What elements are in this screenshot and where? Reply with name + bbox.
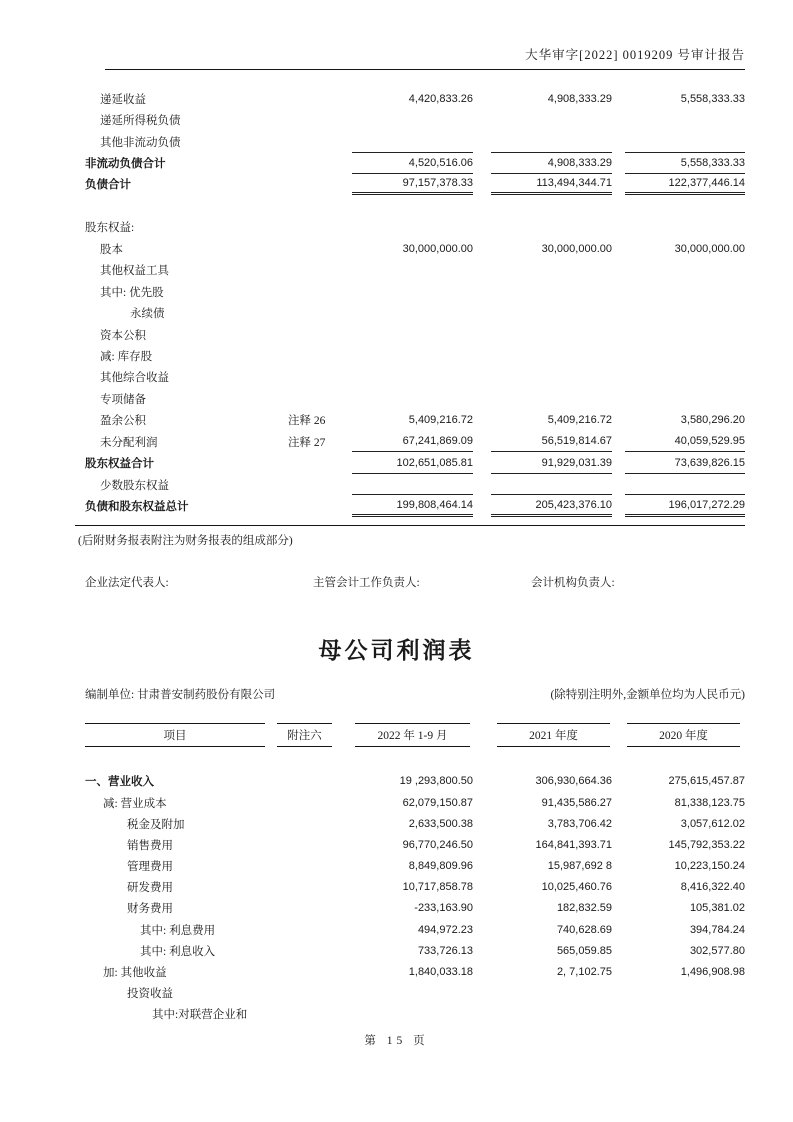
row-value: 5,409,216.72 xyxy=(547,414,612,427)
table-row xyxy=(85,898,793,919)
row-value: 2, 7,102.75 xyxy=(556,966,612,979)
row-value: 5,558,333.33 xyxy=(680,92,745,105)
row-label: 管理费用 xyxy=(127,861,173,874)
row-label: 其中: 利息费用 xyxy=(140,924,216,937)
table-row xyxy=(85,474,793,495)
row-value: 96,770,246.50 xyxy=(402,838,473,851)
table-row xyxy=(85,388,793,409)
table-row xyxy=(85,174,793,195)
row-value: 73,639,826.15 xyxy=(625,452,745,473)
table-row xyxy=(85,961,793,982)
table-row xyxy=(85,131,793,152)
column-header: 项目 xyxy=(85,723,265,747)
section-divider xyxy=(75,525,745,526)
row-value: 740,628.69 xyxy=(556,923,612,936)
balance-sheet-table xyxy=(85,88,793,517)
row-value: 4,908,333.29 xyxy=(491,152,612,173)
row-value: 97,157,378.33 xyxy=(352,174,473,195)
row-value: 205,423,376.10 xyxy=(491,495,612,516)
row-label: 少数股东权益 xyxy=(100,479,169,492)
row-note: 注释 26 xyxy=(288,415,326,428)
row-value: 565,059.85 xyxy=(556,944,612,957)
income-statement-table xyxy=(85,771,793,1025)
row-label: 负债合计 xyxy=(85,179,131,192)
row-value: 105,381.02 xyxy=(689,902,745,915)
row-value: 81,338,123.75 xyxy=(674,796,745,809)
column-header: 2021 年度 xyxy=(497,723,610,747)
table-row xyxy=(85,452,793,473)
row-value: 30,000,000.00 xyxy=(402,242,473,255)
table-row xyxy=(85,940,793,961)
row-value: 3,580,296.20 xyxy=(680,414,745,427)
row-value: 4,420,833.26 xyxy=(408,92,473,105)
row-label: 其他综合收益 xyxy=(100,372,169,385)
row-label: 递延收益 xyxy=(100,93,146,106)
row-value: 3,057,612.02 xyxy=(680,817,745,830)
table-row xyxy=(85,919,793,940)
row-value: 40,059,529.95 xyxy=(625,431,745,452)
table-row xyxy=(85,983,793,1004)
row-label: 盈余公积 xyxy=(100,415,146,428)
notes-line: (后附财务报表附注为财务报表的组成部分) xyxy=(78,534,293,547)
table-row xyxy=(85,281,793,302)
row-label: 销售费用 xyxy=(127,839,173,852)
row-value: -233,163.90 xyxy=(414,902,473,915)
table-row xyxy=(85,238,793,259)
row-label: 资本公积 xyxy=(100,329,146,342)
table-row xyxy=(85,813,793,834)
row-value: 196,017,272.29 xyxy=(625,495,745,516)
row-label: 税金及附加 xyxy=(127,818,185,831)
row-value: 2,633,500.38 xyxy=(408,817,473,830)
row-value: 15,987,692 8 xyxy=(547,860,612,873)
statement-meta-row xyxy=(85,686,745,702)
table-row xyxy=(85,877,793,898)
row-label: 未分配利润 xyxy=(100,436,158,449)
table-row xyxy=(85,217,793,238)
row-note xyxy=(288,88,352,109)
row-value: 91,435,586.27 xyxy=(541,796,612,809)
row-value: 5,409,216.72 xyxy=(408,414,473,427)
row-value: 199,808,464.14 xyxy=(352,495,473,516)
page-footer xyxy=(0,1032,793,1048)
row-label: 专项储备 xyxy=(100,393,146,406)
row-value: 733,726.13 xyxy=(417,944,473,957)
row-value: 4,520,516.06 xyxy=(352,152,473,173)
report-header xyxy=(105,0,745,70)
row-value: 5,558,333.33 xyxy=(625,152,745,173)
row-note: 注释 27 xyxy=(288,436,326,449)
income-statement-header xyxy=(85,723,793,747)
page-number: 第 15 页 xyxy=(364,1035,429,1047)
row-label: 负债和股东权益总计 xyxy=(85,501,189,514)
table-row xyxy=(85,260,793,281)
table-row xyxy=(85,302,793,323)
table-row xyxy=(85,771,793,792)
table-row xyxy=(85,1004,793,1025)
row-label: 财务费用 xyxy=(127,903,173,916)
row-value: 302,577.80 xyxy=(689,944,745,957)
row-label: 投资收益 xyxy=(127,988,173,1001)
row-value: 8,849,809.96 xyxy=(408,860,473,873)
row-label: 一、营业收入 xyxy=(85,776,154,789)
row-value: 394,784.24 xyxy=(689,923,745,936)
table-row xyxy=(85,792,793,813)
row-label: 非流动负债合计 xyxy=(85,158,166,171)
table-row xyxy=(85,410,793,431)
row-label: 股东权益合计 xyxy=(85,458,154,471)
row-label: 其中:对联营企业和 xyxy=(152,1009,248,1022)
row-value: 4,908,333.29 xyxy=(547,92,612,105)
unit-note: (除特别注明外,金额单位均为人民币元) xyxy=(550,688,745,701)
table-row xyxy=(85,495,793,516)
row-value: 1,840,033.18 xyxy=(408,966,473,979)
row-value: 19 ,293,800.50 xyxy=(399,775,473,788)
column-header: 2022 年 1-9 月 xyxy=(355,723,470,747)
row-value: 30,000,000.00 xyxy=(541,242,612,255)
row-value: 67,241,869.09 xyxy=(352,431,473,452)
row-value: 10,717,858.78 xyxy=(402,881,473,894)
accounting-dept-head-label: 会计机构负责人: xyxy=(531,576,615,589)
row-value: 306,930,664.36 xyxy=(535,775,612,788)
table-row-spacer xyxy=(85,195,793,216)
row-label: 其他非流动负债 xyxy=(100,136,181,149)
row-value: 8,416,322.40 xyxy=(680,881,745,894)
table-row xyxy=(85,88,793,109)
signatures-row xyxy=(85,574,793,590)
table-row xyxy=(85,856,793,877)
table-row xyxy=(85,431,793,452)
row-value: 145,792,353.22 xyxy=(668,838,745,851)
row-value: 275,615,457.87 xyxy=(668,775,745,788)
prepared-by: 编制单位: 甘肃普安制药股份有限公司 xyxy=(85,688,276,701)
row-label: 股东权益: xyxy=(85,222,135,235)
row-value: 102,651,085.81 xyxy=(352,452,473,473)
chief-accountant-label: 主管会计工作负责人: xyxy=(313,576,420,589)
row-value: 1,496,908.98 xyxy=(680,966,745,979)
row-label: 研发费用 xyxy=(127,882,173,895)
row-value: 182,832.59 xyxy=(556,902,612,915)
column-header: 附注六 xyxy=(277,723,332,747)
row-value: 30,000,000.00 xyxy=(674,242,745,255)
row-value: 56,519,814.67 xyxy=(491,431,612,452)
table-row xyxy=(85,109,793,130)
column-header: 2020 年度 xyxy=(627,723,740,747)
table-row xyxy=(85,367,793,388)
row-label: 加: 其他收益 xyxy=(103,967,167,980)
row-value: 10,223,150.24 xyxy=(674,860,745,873)
row-label: 永续债 xyxy=(130,308,165,321)
table-row xyxy=(85,324,793,345)
row-value: 91,929,031.39 xyxy=(491,452,612,473)
row-value: 164,841,393.71 xyxy=(535,838,612,851)
row-value: 113,494,344.71 xyxy=(491,174,612,195)
row-label: 其他权益工具 xyxy=(100,265,169,278)
row-value: 62,079,150.87 xyxy=(402,796,473,809)
report-header-title: 大华审字[2022] 0019209 号审计报告 xyxy=(525,48,745,62)
row-value: 494,972.23 xyxy=(417,923,473,936)
row-label: 减: 营业成本 xyxy=(103,797,167,810)
row-label: 其中: 优先股 xyxy=(100,286,164,299)
row-value: 122,377,446.14 xyxy=(625,174,745,195)
row-label: 其中: 利息收入 xyxy=(140,945,216,958)
row-label: 股本 xyxy=(100,243,123,256)
table-row xyxy=(85,834,793,855)
row-label: 减: 库存股 xyxy=(100,350,153,363)
row-label: 递延所得税负债 xyxy=(100,115,181,128)
statement-title: 母公司利润表 xyxy=(318,637,475,663)
legal-representative-label: 企业法定代表人: xyxy=(85,576,169,589)
table-row xyxy=(85,345,793,366)
row-value: 3,783,706.42 xyxy=(547,817,612,830)
row-value: 10,025,460.76 xyxy=(541,881,612,894)
table-row xyxy=(85,152,793,173)
